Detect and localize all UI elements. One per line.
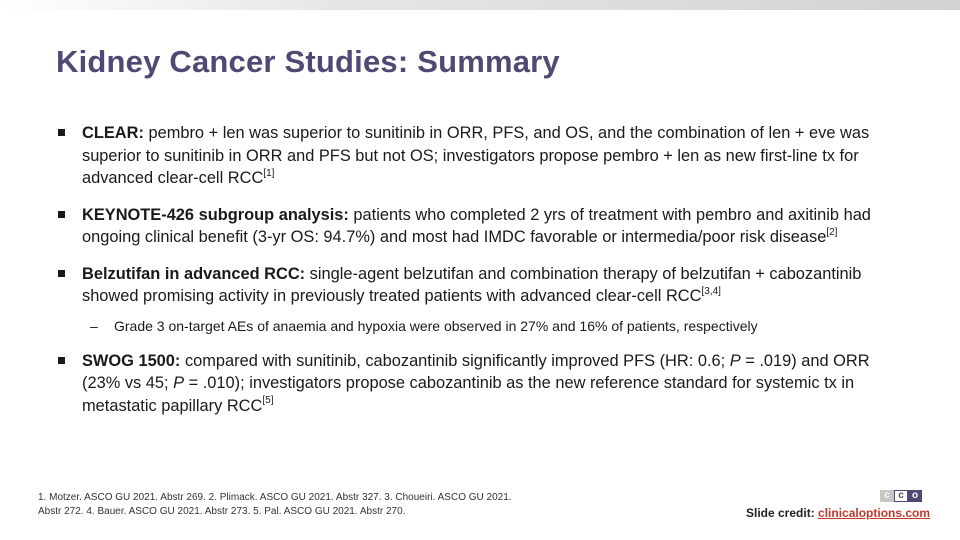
bullet-belzutifan bbox=[56, 263, 906, 308]
bullet-keynote-426 bbox=[56, 204, 906, 249]
sub-bullet-text: Grade 3 on-target AEs of anaemia and hypoxia were observed in 27% and 16% of patients, respectively bbox=[114, 317, 758, 334]
sub-bullet-belzutifan bbox=[56, 316, 906, 336]
bullet-swog-1500 bbox=[56, 350, 906, 418]
clinicaloptions-link[interactable]: clinicaloptions.com bbox=[818, 506, 931, 520]
p-value-symbol: P bbox=[729, 351, 741, 370]
logo-letter: o bbox=[908, 490, 922, 502]
bullet-text: = .010); investigators propose cabozantinib as the new reference standard for systemic tx in metastatic papillary RCC bbox=[82, 374, 855, 415]
bullet-clear bbox=[56, 122, 906, 190]
bullet-label: Belzutifan in advanced RCC: bbox=[82, 264, 306, 283]
slide-title: Kidney Cancer Studies: Summary bbox=[56, 44, 560, 79]
reference-marker: [5] bbox=[262, 395, 274, 407]
slide-credit-label: Slide credit: bbox=[746, 506, 819, 520]
bullet-label: KEYNOTE-426 subgroup analysis: bbox=[82, 205, 349, 224]
square-bullet-icon bbox=[58, 270, 65, 277]
references: 1. Motzer. ASCO GU 2021. Abstr 269. 2. Plimack. ASCO GU 2021. Abstr 327. 3. Choueiri. ASCO GU 2021. Abstr 272. 4. Bauer. ASCO GU 2021. Abstr 273. 5. Pal. ASCO GU 2021. Abstr 270. bbox=[38, 492, 512, 517]
bullet-label: SWOG 1500: bbox=[82, 351, 181, 370]
reference-marker: [3,4] bbox=[701, 285, 721, 297]
bullet-text: = .019) and ORR (23% vs 45; bbox=[82, 351, 870, 392]
square-bullet-icon bbox=[58, 129, 65, 136]
bullet-list bbox=[56, 122, 906, 431]
top-gradient-bar bbox=[0, 0, 960, 10]
square-bullet-icon bbox=[58, 357, 65, 364]
dash-bullet-icon: – bbox=[90, 317, 98, 334]
bullet-text: compared with sunitinib, cabozantinib significantly improved PFS (HR: 0.6; bbox=[180, 351, 730, 370]
reference-marker: [2] bbox=[826, 226, 838, 238]
bullet-text: pembro + len was superior to sunitinib in ORR, PFS, and OS, and the combination of len + eve was superior to sunitinib in ORR and PFS but not OS; investigators propose pembro + len as new first-line tx for advanced clear-cell RCC bbox=[82, 124, 870, 187]
bullet-label: CLEAR: bbox=[82, 124, 144, 142]
logo-letter: c bbox=[880, 490, 894, 502]
slide-credit bbox=[746, 506, 930, 520]
logo-letter: c bbox=[894, 490, 908, 502]
bullet-text: patients who completed 2 yrs of treatment with pembro and axitinib had ongoing clinical benefit (3-yr OS: 94.7%) and most had IMDC favorable or intermedia/poor risk disease bbox=[82, 205, 871, 246]
reference-marker: [1] bbox=[263, 167, 275, 179]
square-bullet-icon bbox=[58, 211, 65, 218]
p-value-symbol: P bbox=[173, 374, 185, 392]
clinical-care-options-logo bbox=[880, 490, 922, 502]
bullet-text: single-agent belzutifan and combination therapy of belzutifan + cabozantinib showed promising activity in previously treated patients with advanced clear-cell RCC bbox=[82, 264, 862, 305]
